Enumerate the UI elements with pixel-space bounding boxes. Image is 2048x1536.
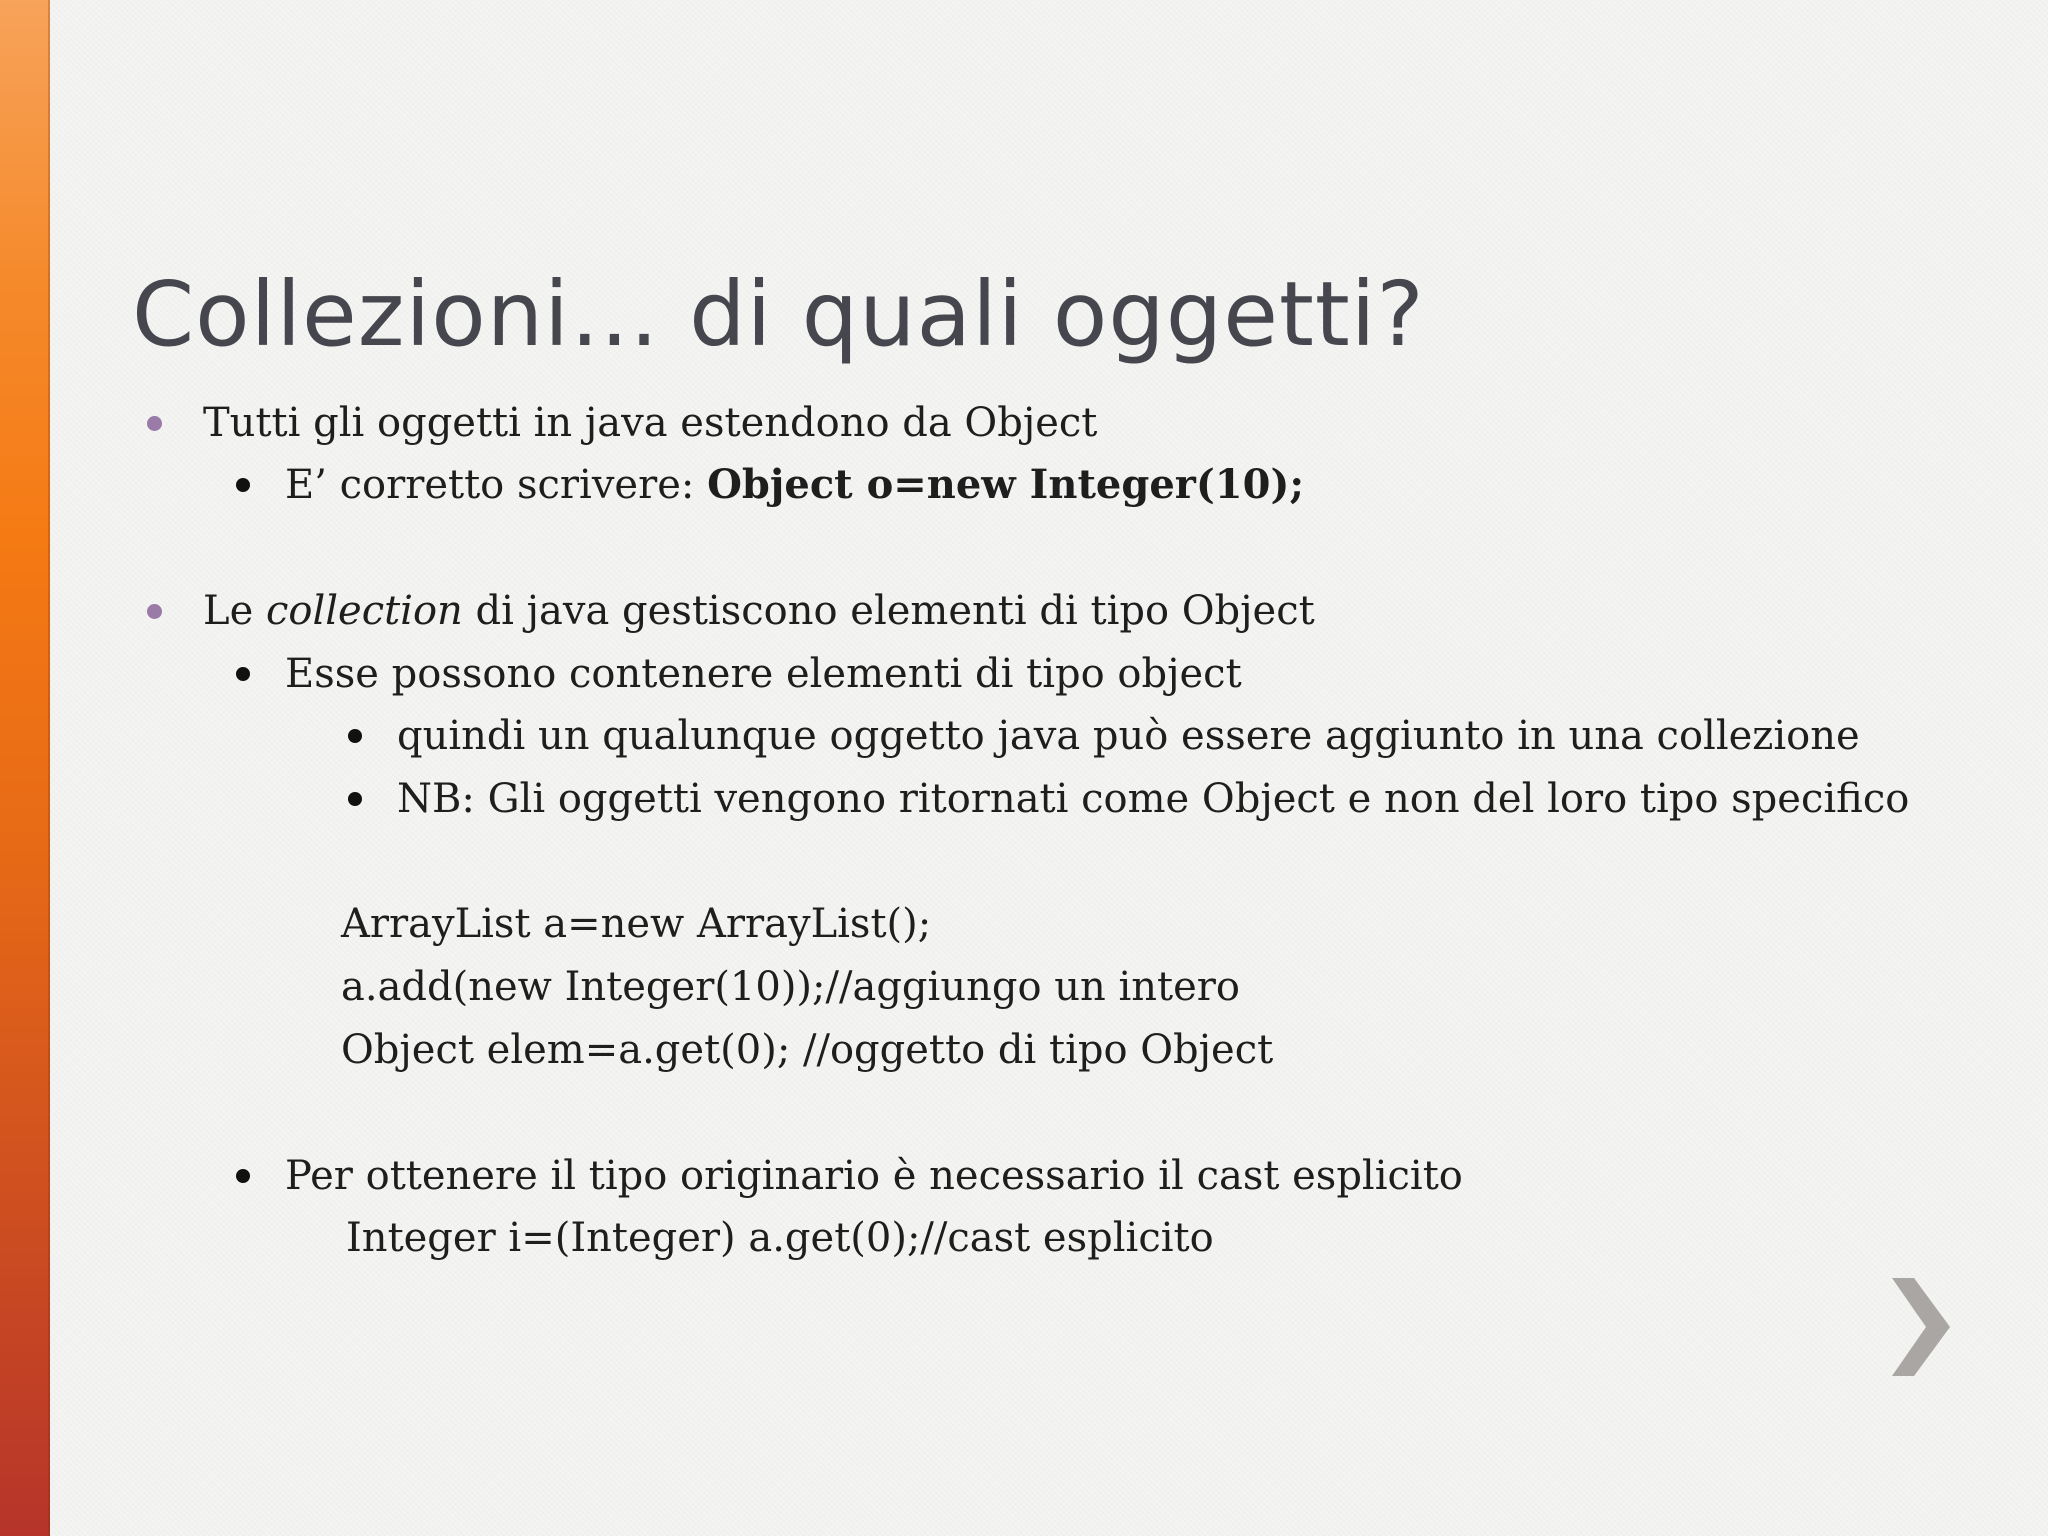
bullet-suffix-text: di java gestiscono elementi di tipo Object: [462, 588, 1315, 634]
chevron-right-icon[interactable]: [1892, 1278, 1950, 1376]
code-line: a.add(new Integer(10));//aggiungo un intero: [341, 964, 1240, 1010]
bullet-dot: [147, 604, 162, 619]
accent-side-bar: [0, 0, 50, 1536]
bullet-nb-return-type: NB: Gli oggetti vengono ritornati come Object e non del loro tipo specifico: [397, 776, 1910, 822]
chevron-right-shape: [1892, 1278, 1950, 1376]
cast-example-line: Integer i=(Integer) a.get(0);//cast esplicito: [346, 1215, 1214, 1261]
bullet-object-inheritance: Tutti gli oggetti in java estendono da Object: [203, 400, 1098, 446]
bullet-dot: [236, 478, 250, 492]
code-line: Object elem=a.get(0); //oggetto di tipo Object: [341, 1027, 1274, 1073]
code-line: ArrayList a=new ArrayList();: [341, 901, 932, 947]
bullet-any-object: quindi un qualunque oggetto java può essere aggiunto in una collezione: [397, 713, 1860, 759]
bullet-dot: [348, 792, 362, 806]
bullet-correct-assignment: [285, 461, 1304, 509]
code-example-bold: Object o=new Integer(10);: [707, 461, 1305, 508]
bullet-prefix-text: Le: [203, 588, 266, 634]
bullet-dot: [236, 1169, 250, 1183]
bullet-collections: [203, 587, 1315, 635]
bullet-dot: [348, 729, 362, 743]
emphasis-collection: collection: [265, 588, 463, 634]
bullet-contain-objects: Esse possono contenere elementi di tipo object: [285, 651, 1242, 697]
bullet-dot: [236, 667, 250, 681]
bullet-prefix-text: E’ corretto scrivere:: [285, 462, 708, 508]
bullet-dot: [147, 416, 162, 431]
bullet-explicit-cast: Per ottenere il tipo originario è necessario il cast esplicito: [285, 1153, 1463, 1199]
slide-title: Collezioni… di quali oggetti?: [132, 262, 1425, 366]
